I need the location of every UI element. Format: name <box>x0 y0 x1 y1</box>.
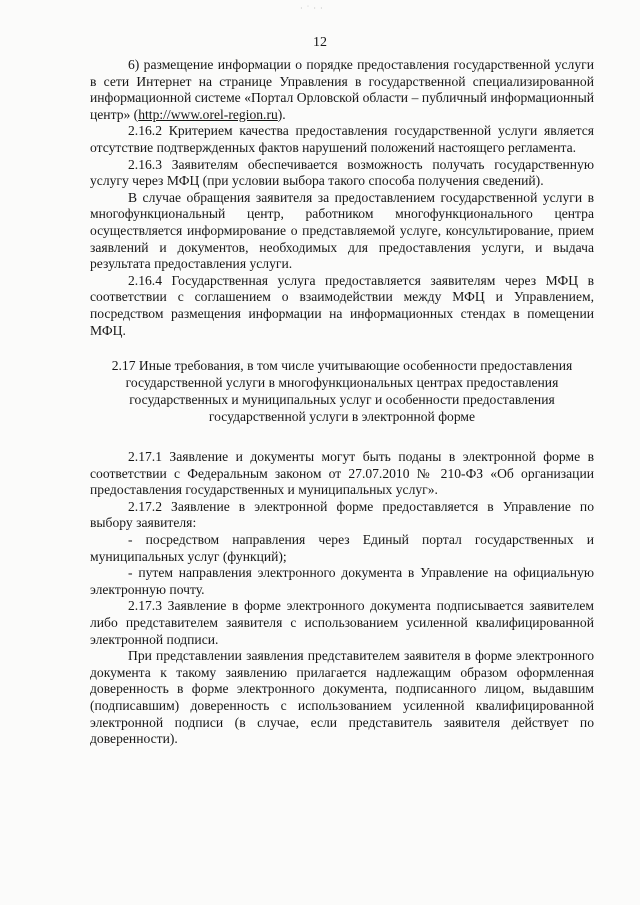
paragraph-2-17-3: 2.17.3 Заявление в форме электронного документа подписывается заявителем либо представителем заявителя с использованием усиленной квалифицированной электронной подписи. <box>90 598 594 647</box>
paragraph-2-16-4: 2.16.4 Государственная услуга предоставляется заявителям через МФЦ в соответствии с соглашением о взаимодействии между МФЦ и Управлением, посредством размещения информации на информационных стендах в помещении МФЦ. <box>90 272 594 338</box>
paragraph-2-17-2: 2.17.2 Заявление в электронной форме предоставляется в Управление по выбору заявителя: <box>90 498 594 531</box>
paragraph-mfc-appeal: В случае обращения заявителя за предоставлением государственной услуги в многофункциональный центр, работником многофункционального центра осуществляется информирование о представляемой услуге, консультирование, прием заявлений и документов, необходимых для предоставления услуги, и выдача результата предоставления услуги. <box>90 189 594 272</box>
portal-link[interactable]: http://www.orel-region.ru <box>138 106 278 122</box>
scan-artifact: · ˙ · · <box>300 4 324 13</box>
list-item-email: - путем направления электронного документа в Управление на официальную электронную почту. <box>90 565 594 597</box>
section-heading-2-17: 2.17 Иные требования, в том числе учитывающие особенности предоставления государственной услуги в многофункциональных центрах предоставления государственных и муниципальных услуг и особенности предоставления государственной услуги в электронной форме <box>111 358 573 425</box>
document-body <box>90 57 594 748</box>
list-item-portal: - посредством направления через Единый портал государственных и муниципальных услуг (функций); <box>90 532 594 564</box>
paragraph-representative: При представлении заявления представителем заявителя в форме электронного документа к такому заявлению прилагается надлежащим образом оформленная доверенность в форме электронного документа, подписанного лицом, выдавшим (подписавшим) доверенность с использованием усиленной квалифицированной электронной подписи (в случае, если представитель заявителя действует по доверенности). <box>90 648 594 747</box>
paragraph-p1-text-2: ). <box>277 106 286 122</box>
paragraph-2-16-2: 2.16.2 Критерием качества предоставления государственной услуги является отсутствие подтвержденных фактов нарушений положений настоящего регламента. <box>90 123 594 155</box>
page-number: 12 <box>313 35 327 50</box>
paragraph-p1 <box>90 57 594 123</box>
paragraph-2-17-1: 2.17.1 Заявление и документы могут быть поданы в электронной форме в соответствии с Федеральным законом от 27.07.2010 № 210-ФЗ «Об организации предоставления государственных и муниципальных услуг». <box>90 449 594 498</box>
paragraph-p1-text-1: 6) размещение информации о порядке предоставления государственной услуги в сети Интернет на странице Управления в государственной специализированной информационной системе «Портал Орловской области – публичный информационный центр» ( <box>90 57 594 122</box>
paragraph-2-16-3: 2.16.3 Заявителям обеспечивается возможность получать государственную услугу через МФЦ (при условии выбора такого способа получения сведений). <box>90 156 594 189</box>
